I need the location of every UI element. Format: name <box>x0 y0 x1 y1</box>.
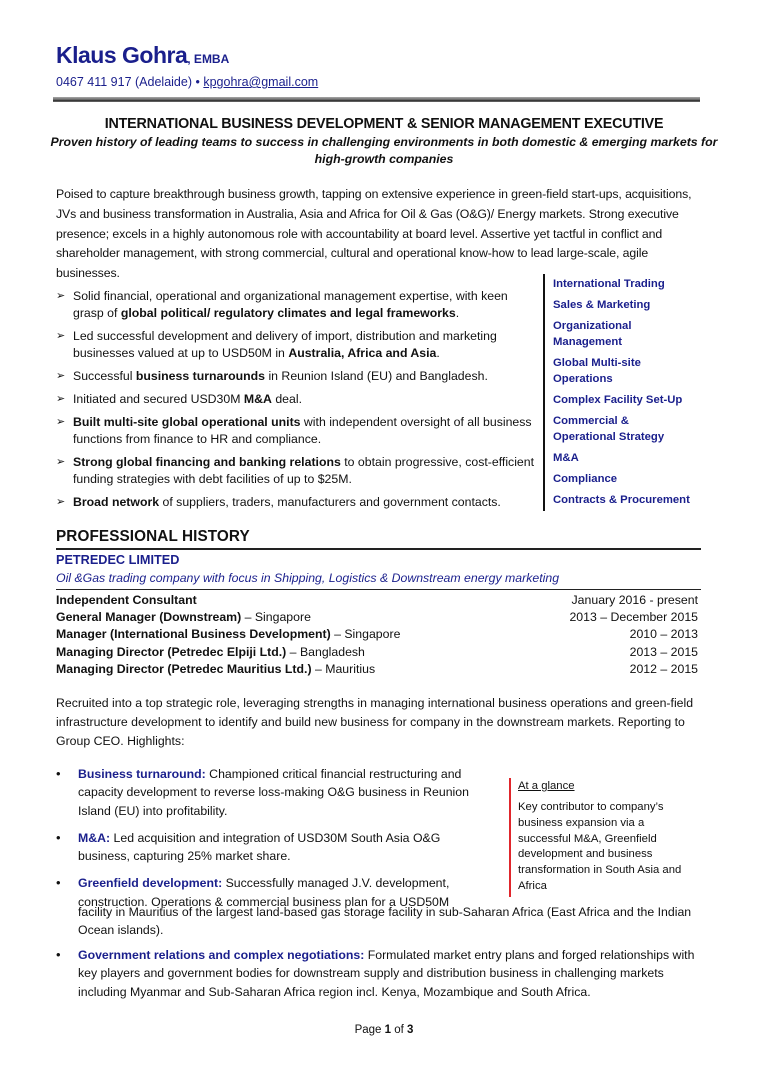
highlight-item: ➢ Initiated and secured USD30M M&A deal. <box>56 392 302 406</box>
company-description: Oil &Gas trading company with focus in Shipping, Logistics & Downstream energy marketing <box>56 571 560 585</box>
role-title: Managing Director (Petredec Elpiji Ltd.) <box>56 644 287 659</box>
candidate-name: Klaus Gohra <box>56 42 188 68</box>
section-divider <box>56 548 701 550</box>
role-location: – Singapore <box>241 610 311 625</box>
section-title-professional-history: PROFESSIONAL HISTORY <box>56 528 250 545</box>
achievement-item: • M&A: Led acquisition and integration of USD30M South Asia O&G business, capturing 25% market share. <box>56 829 441 864</box>
role-location: – Mauritius <box>311 661 376 676</box>
role-dates: 2013 – December 2015 <box>569 610 698 625</box>
arrow-bullet-icon: ➢ <box>56 416 66 428</box>
profile-summary: Poised to capture breakthrough business growth, tapping on extensive experience in green-field start-ups, acquisitions, JVs and business transformation in Australia, Asia and Africa for Oil & Gas (O&G)/ Energy markets. Strong executive presence; excels in a highly autonomous role with accountability at board level. Assertive yet tactful in conflict and shareholder management, with strong commercial, cultural and operational know-how to lead large-scale, agile businesses. <box>56 187 692 281</box>
skill-item: Sales & Marketing <box>553 299 651 311</box>
roles-list <box>56 592 698 678</box>
separator-dot: • <box>195 75 200 89</box>
skills-sidebar <box>543 274 718 511</box>
role-location: – Singapore <box>330 627 401 642</box>
at-a-glance-body: Key contributor to company’s business expansion via a successful M&A, Greenfield development and business transformation in South Asia and Africa <box>518 801 682 892</box>
arrow-bullet-icon: ➢ <box>56 370 66 382</box>
highlight-item: ➢ Led successful development and delivery of import, distribution and marketing businesses valued at up to USD50M in Australia, Africa and Asia. <box>56 329 497 360</box>
bullet-dot-icon: • <box>56 947 61 962</box>
highlights-list <box>56 288 536 517</box>
highlight-item: ➢ Strong global financing and banking relations to obtain progressive, cost-efficient funding strategies with debt facilities of up to $25M. <box>56 455 535 486</box>
achievement-item: • Government relations and complex negotiations: Formulated market entry plans and forged relationships with key players and government bodies for downstream supply and distribution business in challenging markets including Myanmar and Sub-Saharan Africa region incl. Kenya, Mozambique and South Africa. <box>56 947 695 999</box>
arrow-bullet-icon: ➢ <box>56 456 66 468</box>
email-link[interactable]: kpgohra@gmail.com <box>203 75 319 89</box>
company-divider <box>56 589 701 590</box>
contact-line <box>56 75 318 89</box>
arrow-bullet-icon: ➢ <box>56 496 66 508</box>
role-intro: Recruited into a top strategic role, leveraging strengths in managing international business operations and green-field infrastructure development to identify and build new business for company in the downstream markets. Reporting to Group CEO. Highlights: <box>56 696 694 748</box>
skill-item: M&A <box>553 452 579 464</box>
role-title: Manager (International Business Development) <box>56 627 331 642</box>
bullet-dot-icon: • <box>56 875 61 891</box>
arrow-bullet-icon: ➢ <box>56 393 66 405</box>
phone: 0467 411 917 (Adelaide) <box>56 75 192 89</box>
company-name: PETREDEC LIMITED <box>56 553 180 567</box>
arrow-bullet-icon: ➢ <box>56 290 66 302</box>
headline-title: INTERNATIONAL BUSINESS DEVELOPMENT & SENIOR MANAGEMENT EXECUTIVE <box>104 116 664 132</box>
at-a-glance-box <box>509 778 694 897</box>
skill-item: Global Multi-site Operations <box>553 357 641 385</box>
highlight-item: ➢ Successful business turnarounds in Reunion Island (EU) and Bangladesh. <box>56 369 488 383</box>
credential: , EMBA <box>187 52 230 66</box>
role-row <box>56 661 698 678</box>
highlight-item: ➢ Built multi-site global operational units with independent oversight of all business functions from finance to HR and compliance. <box>56 415 532 446</box>
role-dates: January 2016 - present <box>571 593 698 607</box>
skill-item: Complex Facility Set-Up <box>553 394 683 406</box>
skill-item: Commercial & Operational Strategy <box>553 415 665 443</box>
at-a-glance-title: At a glance <box>518 780 575 792</box>
role-title: Managing Director (Petredec Mauritius Ltd.) <box>56 661 312 676</box>
achievement-item: • Business turnaround: Championed critical financial restructuring and capacity development to reverse loss-making O&G business in Reunion Island (EU) into profitability. <box>56 766 469 818</box>
skill-item: Compliance <box>553 473 618 485</box>
achievement-item: • Greenfield development: Successfully managed J.V. development, construction. Operations & commercial business plan for a USD50M <box>56 875 450 909</box>
role-title: General Manager (Downstream) <box>56 610 242 625</box>
highlight-item: ➢ Broad network of suppliers, traders, manufacturers and government contacts. <box>56 495 501 509</box>
achievements-list <box>56 765 481 911</box>
role-row <box>56 592 698 609</box>
skill-item: International Trading <box>553 278 665 290</box>
skill-item: Contracts & Procurement <box>553 494 690 506</box>
arrow-bullet-icon: ➢ <box>56 330 66 342</box>
page-footer: Page 1 of 3 <box>354 1024 414 1036</box>
achievements-list-continued <box>56 946 706 1001</box>
headline-tagline: Proven history of leading teams to success in challenging environments in both domestic & emerging markets for high-growth companies <box>50 135 718 166</box>
role-dates: 2012 – 2015 <box>629 661 698 676</box>
header-divider <box>53 97 700 102</box>
role-dates: 2013 – 2015 <box>629 644 698 659</box>
bullet-dot-icon: • <box>56 766 61 781</box>
role-row <box>56 626 698 643</box>
page-current: 1 <box>384 1024 392 1036</box>
role-location: – Bangladesh <box>286 644 365 659</box>
role-title: Independent Consultant <box>56 593 197 607</box>
name-heading <box>56 42 229 69</box>
achievement-continuation: facility in Mauritius of the largest land-based gas storage facility in sub-Saharan Africa (East Africa and the Indian Ocean islands). <box>78 905 692 938</box>
role-dates: 2010 – 2013 <box>629 627 698 642</box>
bullet-dot-icon: • <box>56 829 61 845</box>
page-total: 3 <box>407 1024 414 1036</box>
highlight-item: ➢ Solid financial, operational and organizational management expertise, with keen grasp of global political/ regulatory climates and legal frameworks. <box>56 289 508 320</box>
role-row <box>56 644 698 661</box>
role-row <box>56 609 698 626</box>
skill-item: Organizational Management <box>553 320 632 348</box>
